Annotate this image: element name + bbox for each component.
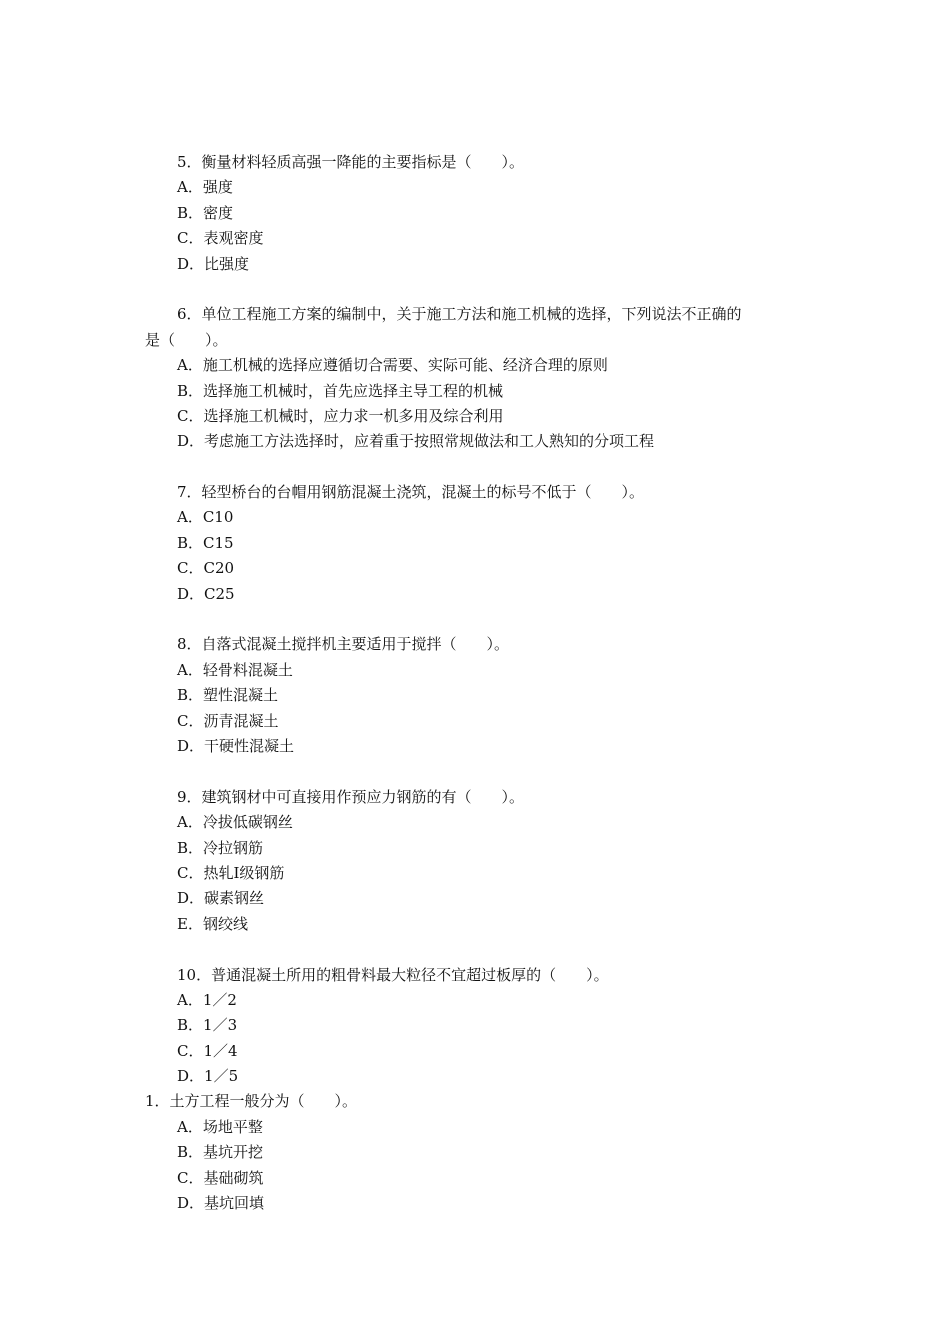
question-9-option-b: B．冷拉钢筋: [177, 838, 264, 857]
question-9-option-e: E．钢绞线: [177, 914, 248, 933]
spacer: [145, 607, 810, 632]
question-1-option-c: C．基础砌筑: [177, 1168, 264, 1187]
question-7-stem: 7．轻型桥台的台帽用钢筋混凝土浇筑，混凝土的标号不低于（ ）。: [177, 483, 645, 502]
question-7-option-a: A．C10: [177, 508, 234, 527]
question-9-option-a: A．冷拔低碳钢丝: [177, 813, 293, 832]
document-page: [145, 150, 810, 1216]
question-5-option-c: C．表观密度: [177, 229, 264, 248]
question-7-option-c: C．C20: [177, 559, 235, 578]
question-10-option-a: A．1／2: [177, 990, 237, 1009]
question-6-option-d: D．考虑施工方法选择时，应着重于按照常规做法和工人熟知的分项工程: [177, 432, 655, 451]
question-9-option-d: D．碳素钢丝: [177, 889, 265, 908]
question-1-stem: 1．土方工程一般分为（ ）。: [145, 1092, 358, 1111]
question-5-stem: 5．衡量材料轻质高强一降能的主要指标是（ ）。: [177, 153, 525, 171]
question-8-option-d: D．干硬性混凝土: [177, 736, 295, 755]
spacer: [145, 455, 810, 480]
question-5-option-d: D．比强度: [177, 254, 250, 273]
question-6-option-c: C．选择施工机械时，应力求一机多用及综合利用: [177, 406, 504, 425]
question-5-option-a: A．强度: [177, 178, 233, 197]
spacer: [145, 277, 810, 302]
question-9-stem: 9．建筑钢材中可直接用作预应力钢筋的有（ ）。: [177, 787, 525, 806]
question-5-option-b: B．密度: [177, 203, 234, 222]
question-1-option-b: B．基坑开挖: [177, 1143, 264, 1162]
question-10-option-c: C．1／4: [177, 1041, 238, 1060]
question-6-option-b: B．选择施工机械时，首先应选择主导工程的机械: [177, 381, 504, 400]
question-7-option-b: B．C15: [177, 533, 234, 552]
question-6-option-a: A．施工机械的选择应遵循切合需要、实际可能、经济合理的原则: [177, 356, 608, 375]
question-10-stem: 10．普通混凝土所用的粗骨料最大粒径不宜超过板厚的（ ）。: [177, 965, 609, 984]
question-6-stem-line1: 6．单位工程施工方案的编制中，关于施工方法和施工机械的选择，下列说法不正确的: [177, 305, 742, 324]
question-6-stem-line2: 是（ ）。: [145, 330, 228, 349]
question-1-option-a: A．场地平整: [177, 1117, 263, 1136]
question-1-option-d: D．基坑回填: [177, 1194, 265, 1213]
question-8-option-b: B．塑性混凝土: [177, 686, 279, 705]
spacer: [145, 759, 810, 784]
question-9-option-c: C．热轧Ⅰ级钢筋: [177, 863, 285, 882]
question-8-stem: 8．自落式混凝土搅拌机主要适用于搅拌（ ）。: [177, 635, 510, 654]
question-10-option-b: B．1／3: [177, 1016, 238, 1035]
question-8-option-a: A．轻骨料混凝土: [177, 660, 293, 679]
question-10-option-d: D．1／5: [177, 1067, 239, 1086]
spacer: [145, 937, 810, 962]
question-8-option-c: C．沥青混凝土: [177, 711, 279, 730]
question-7-option-d: D．C25: [177, 584, 235, 603]
